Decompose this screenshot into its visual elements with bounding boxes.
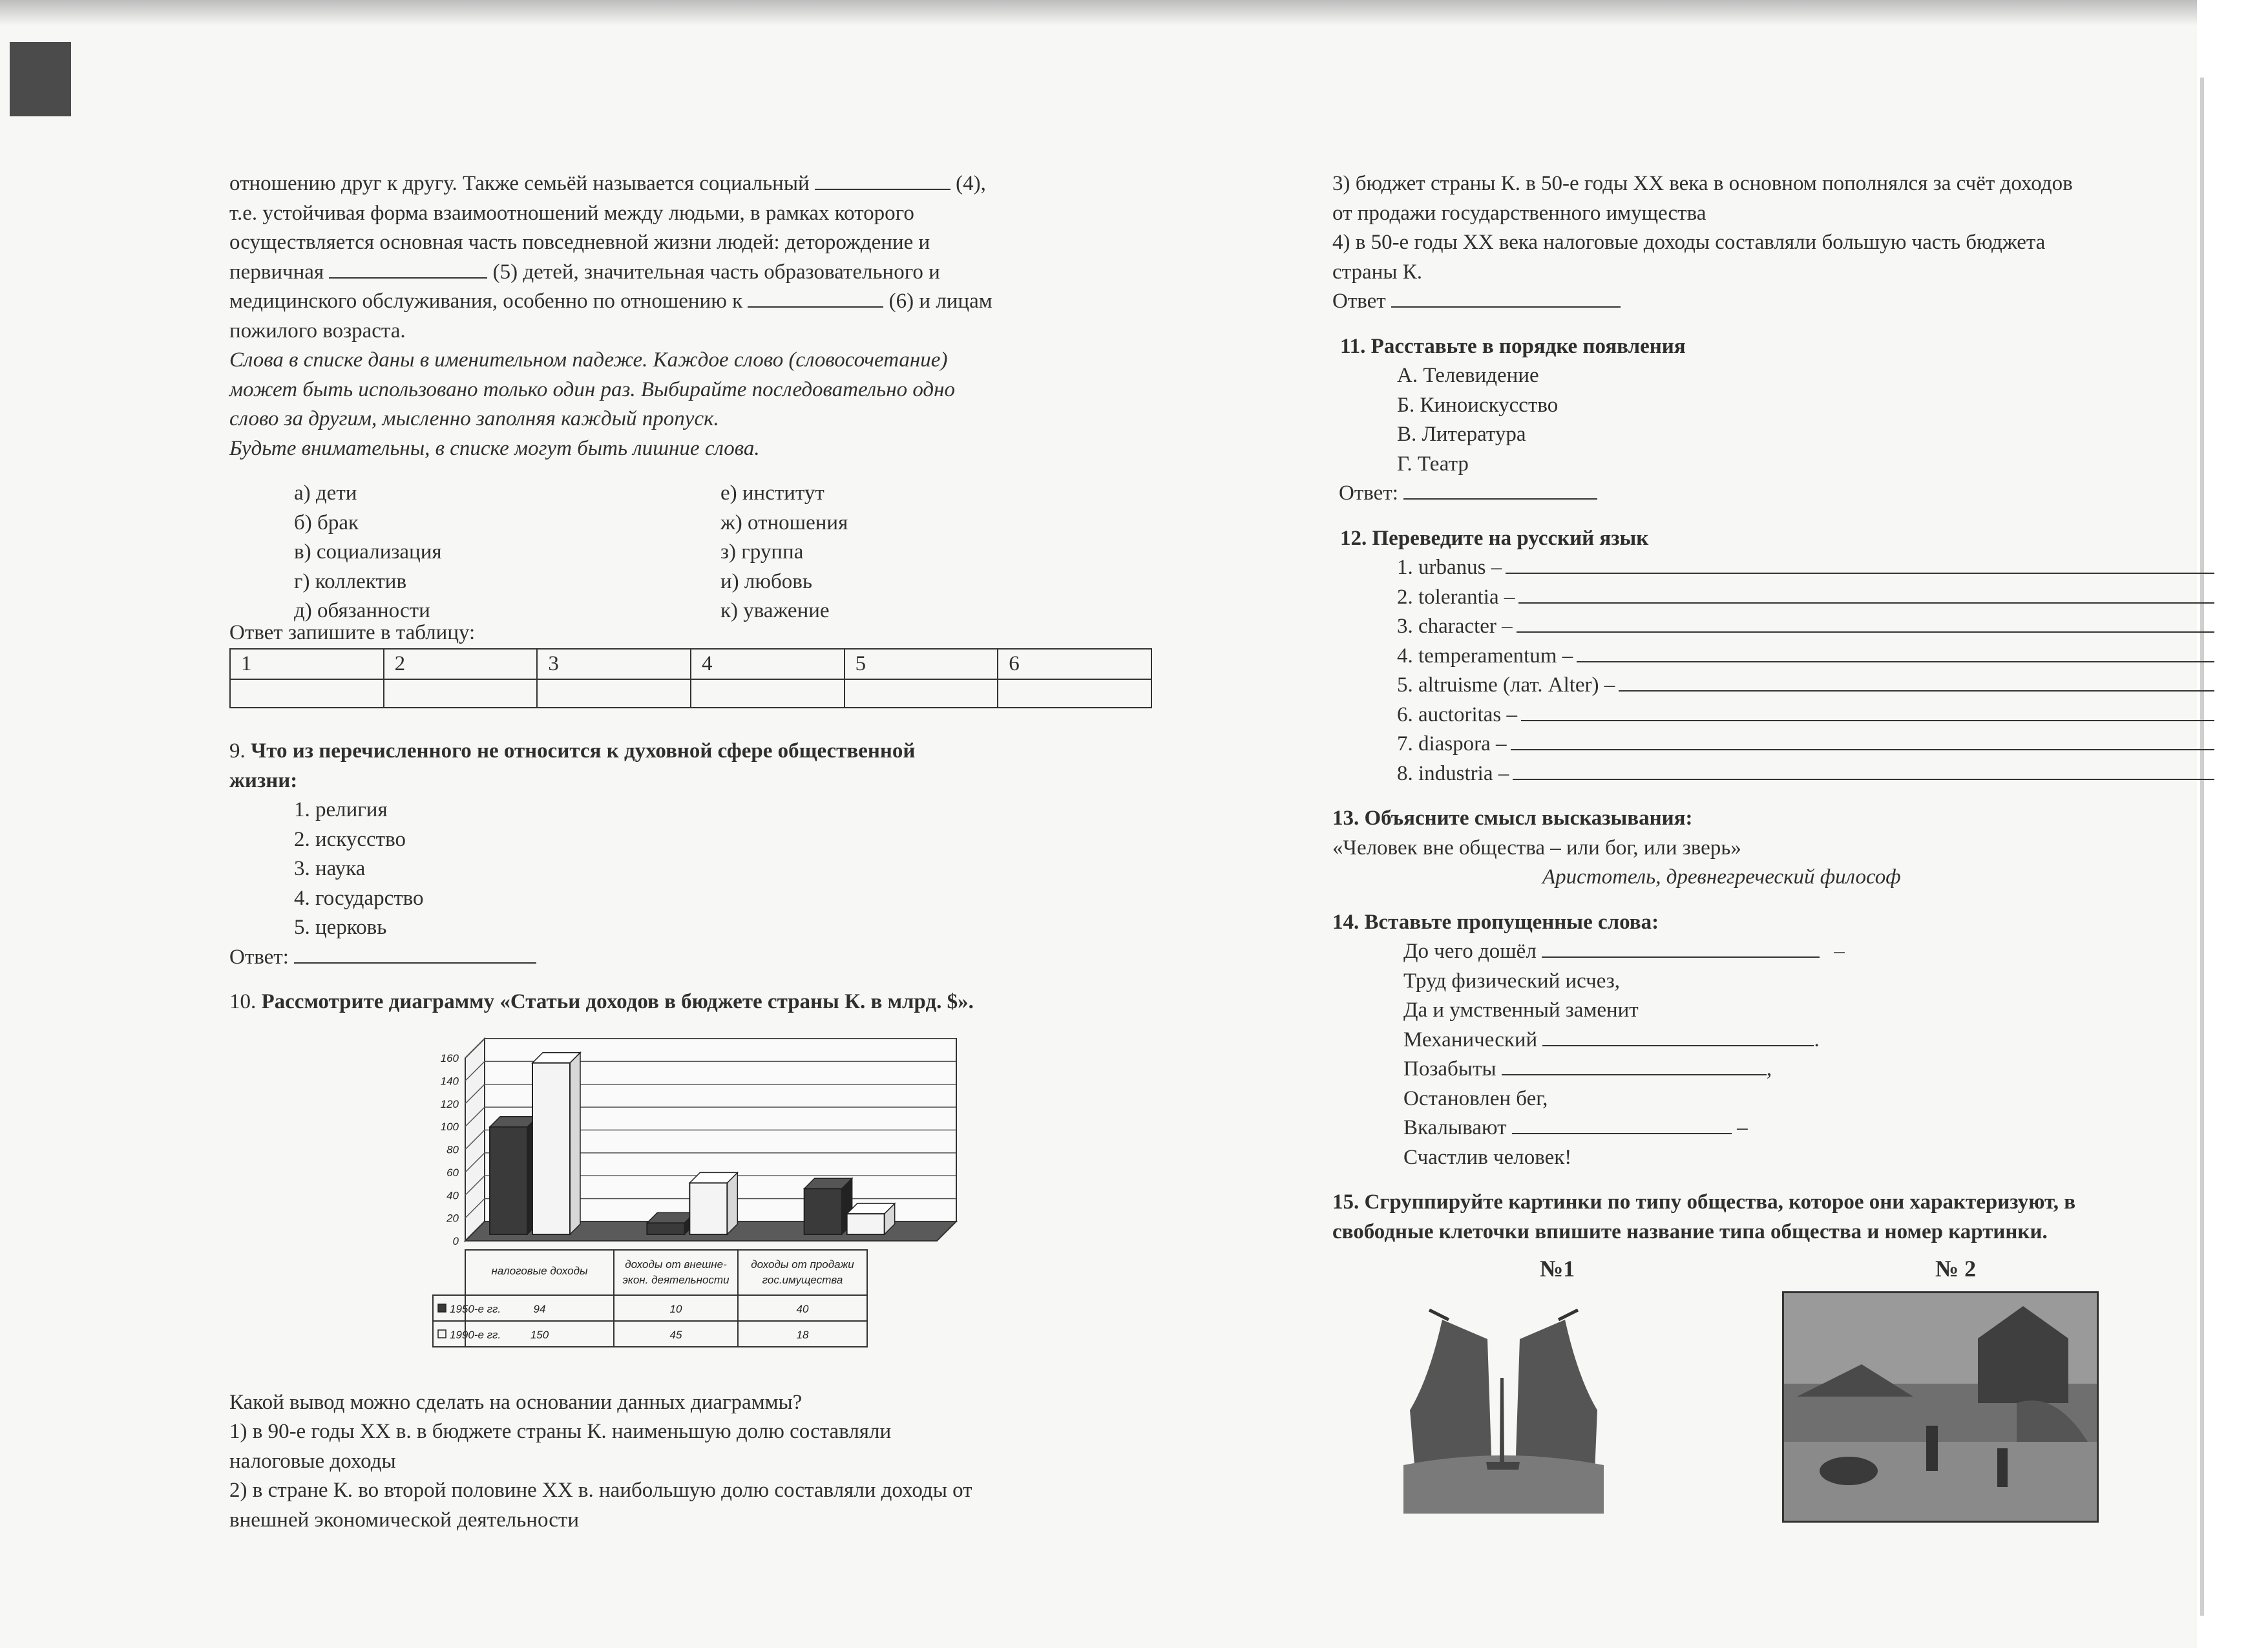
poem-blank[interactable]: [1542, 937, 1820, 958]
answer-table-header: 2: [384, 649, 538, 680]
scan-top-shadow: [0, 0, 2268, 26]
q9-option: 2. искусство: [294, 827, 406, 851]
answer-cell[interactable]: [384, 679, 538, 708]
lamp-posts: [1429, 1310, 1578, 1320]
poem-line: Остановлен бег,: [1403, 1086, 1548, 1110]
q11-item: Г. Театр: [1397, 452, 1469, 476]
q12-blank[interactable]: [1619, 671, 2214, 692]
chart-ytick-label: 140: [440, 1074, 459, 1087]
bar-1990s: [689, 1183, 727, 1234]
pic2-label: № 2: [1935, 1256, 1977, 1282]
word-item: д) обязанности: [294, 599, 430, 622]
q10-option: 4) в 50-е годы XX века налоговые доходы составляли большую часть бюджета: [1332, 231, 2046, 254]
q12-title: 12. Переведите на русский язык: [1340, 526, 1649, 550]
q12-line: 2. tolerantia –: [1397, 583, 2214, 613]
q15-title: 15. Сгруппируйте картинки по типу общества, которое они характеризуют, в: [1332, 1190, 2076, 1214]
q10-answer-blank[interactable]: [1391, 287, 1621, 308]
q13-author: Аристотель, древнегреческий философ: [1542, 865, 1901, 889]
pic1-label: №1: [1540, 1256, 1575, 1282]
q9-option: 1. религия: [294, 798, 388, 821]
q8-text-line: первичная (5) детей, значительная часть образовательного и: [229, 258, 1153, 288]
chart-ytick-label: 20: [446, 1212, 459, 1225]
spire: [1500, 1378, 1504, 1462]
answer-cell[interactable]: [230, 679, 384, 708]
answer-table-header: 5: [845, 649, 998, 680]
poem-line: Механический .: [1403, 1026, 2218, 1055]
word-item: е) институт: [720, 481, 824, 505]
bar-1950s: [490, 1126, 527, 1234]
q12-line: 1. urbanus –: [1397, 553, 2214, 583]
blank-5[interactable]: [329, 258, 487, 279]
poem-blank[interactable]: [1502, 1055, 1767, 1075]
poem-line: Позабыты ,: [1403, 1055, 2218, 1084]
q9-title-cont: жизни:: [229, 768, 298, 792]
q12-blank[interactable]: [1521, 701, 2214, 721]
q9-answer-blank[interactable]: [294, 943, 536, 964]
q10-title: 10. Рассмотрите диаграмму «Статьи доходов в бюджете страны К. в млрд. $».: [229, 990, 974, 1013]
chart-ytick-label: 60: [446, 1166, 459, 1179]
chart-ytick-label: 100: [440, 1120, 459, 1133]
poem-line: Вкалывают –: [1403, 1114, 2218, 1143]
fortress-silhouette: [1486, 1462, 1520, 1470]
q9-title: 9. Что из перечисленного не относится к духовной сфере общественной: [229, 739, 916, 763]
word-item: в) социализация: [294, 540, 442, 564]
chart-ytick-label: 0: [452, 1234, 459, 1247]
answer-table: [229, 648, 1152, 709]
q12-blank[interactable]: [1506, 553, 2214, 574]
chart-data-label: 40: [796, 1302, 809, 1315]
q11-title: 11. Расставьте в порядке появления: [1340, 334, 1686, 358]
q14-title: 14. Вставьте пропущенные слова:: [1332, 910, 1659, 934]
blank-6[interactable]: [748, 287, 883, 308]
word-item: и) любовь: [720, 569, 812, 593]
poem-blank[interactable]: [1542, 1026, 1814, 1046]
chart-data-label: 45: [669, 1328, 682, 1341]
word-item: к) уважение: [720, 599, 830, 622]
q12-line: 8. industria –: [1397, 759, 2214, 789]
q8-text-line: пожилого возраста.: [229, 319, 406, 343]
q11-answer-blank[interactable]: [1403, 479, 1597, 500]
left-page: [229, 169, 1153, 1535]
bar-1950s: [804, 1188, 842, 1234]
instruction-line: Слова в списке даны в именительном падеже. Каждое слово (словосочетание): [229, 348, 948, 372]
chart-data-label: 150: [530, 1328, 549, 1341]
q9-option: 3. наука: [294, 857, 366, 880]
chart-data-label: 18: [796, 1328, 809, 1341]
q12-blank[interactable]: [1577, 642, 2214, 662]
chart-category-label: доходы от продажи: [751, 1258, 854, 1271]
instruction-line: Будьте внимательны, в списке могут быть лишние слова.: [229, 436, 760, 460]
q12-blank[interactable]: [1511, 730, 2214, 750]
scan-corner-mark: [10, 42, 71, 116]
word-item: а) дети: [294, 481, 357, 505]
answer-table-header: 4: [691, 649, 845, 680]
q12-blank[interactable]: [1513, 759, 2214, 780]
chart-ytick-label: 120: [440, 1097, 459, 1110]
table-caption: Ответ запишите в таблицу:: [229, 621, 476, 644]
peasant-figure: [1997, 1448, 2008, 1487]
right-page: [1332, 169, 2218, 1247]
chart-data-label: 94: [533, 1302, 546, 1315]
village-scene: [1784, 1293, 2097, 1521]
q11-item: А. Телевидение: [1397, 364, 1539, 387]
instruction-line: может быть использовано только один раз. Выбирайте последовательно одно: [229, 377, 955, 401]
legend-label: 1990-е гг.: [450, 1328, 501, 1341]
drawbridge-picture: [1403, 1300, 1604, 1514]
legend-swatch: [438, 1304, 446, 1312]
income-chart: [381, 1029, 1014, 1383]
answer-table-header: 3: [537, 649, 691, 680]
q9-answer: Ответ:: [229, 943, 1153, 973]
q9-option: 5. церковь: [294, 916, 387, 939]
blank-4[interactable]: [815, 169, 950, 190]
q12-line: 7. diaspora –: [1397, 730, 2214, 759]
q12-line: 3. character –: [1397, 612, 2214, 642]
q11-item: Б. Киноискусство: [1397, 393, 1559, 417]
q8-text-line: отношению друг к другу. Также семьёй называется социальный (4),: [229, 169, 1153, 199]
q15-title-cont: свободные клеточки впишите название типа общества и номер картинки.: [1332, 1220, 2048, 1243]
poem-line: До чего дошёл –: [1403, 937, 2218, 967]
q10-option: налоговые доходы: [229, 1449, 396, 1473]
poem-line: Да и умственный заменит: [1403, 998, 1639, 1022]
q11-item: В. Литература: [1397, 423, 1526, 446]
q8-text-line: медицинского обслуживания, особенно по отношению к (6) и лицам: [229, 287, 1153, 317]
chart-ytick-label: 40: [446, 1188, 459, 1201]
poem-blank[interactable]: [1512, 1114, 1732, 1134]
legend-label: 1950-е гг.: [450, 1302, 501, 1315]
chart-ytick-label: 160: [440, 1051, 459, 1064]
q10-option: внешней экономической деятельности: [229, 1508, 580, 1532]
legend-swatch: [438, 1330, 446, 1338]
peasant-figure: [1926, 1426, 1938, 1471]
q10-option: 2) в стране К. во второй половине XX в. наибольшую долю составляли доходы от: [229, 1479, 972, 1502]
q13-title: 13. Объясните смысл высказывания:: [1332, 807, 1693, 830]
word-list: [294, 479, 1153, 622]
q12-line: 5. altruisme (лат. Alter) –: [1397, 671, 2214, 701]
q12-blank[interactable]: [1517, 612, 2214, 633]
bar-1950s: [647, 1223, 684, 1234]
q12-blank[interactable]: [1518, 583, 2214, 604]
q10-option: 3) бюджет страны К. в 50-е годы XX века в основном пополнялся за счёт доходов: [1332, 172, 2073, 195]
q8-text-line: осуществляется основная часть повседневной жизни людей: деторождение и: [229, 231, 930, 254]
q10-answer: Ответ: [1332, 287, 2218, 317]
answer-cell[interactable]: [845, 679, 998, 708]
answer-cell[interactable]: [691, 679, 845, 708]
answer-table-header: 1: [230, 649, 384, 680]
q8-text-line: т.е. устойчивая форма взаимоотношений между людьми, в рамках которого: [229, 201, 914, 225]
bar-1990s: [847, 1214, 885, 1234]
chart-category-label: доходы от внешне-: [625, 1258, 727, 1271]
q9-option: 4. государство: [294, 886, 424, 910]
q13-quote: «Человек вне общества – или бог, или зверь»: [1332, 836, 1741, 860]
q12-line: 6. auctoritas –: [1397, 701, 2214, 730]
q10-option: от продажи государственного имущества: [1332, 201, 1706, 225]
q10-question: Какой вывод можно сделать на основании данных диаграммы?: [229, 1390, 803, 1414]
chart-category-label: экон. деятельности: [622, 1273, 730, 1286]
word-item: ж) отношения: [720, 511, 848, 534]
q11-answer: Ответ:: [1339, 479, 2218, 509]
livestock: [1820, 1457, 1878, 1485]
chart-category-label: налоговые доходы: [491, 1264, 588, 1277]
q10-option: 1) в 90-е годы XX в. в бюджете страны К. наименьшую долю составляли: [229, 1420, 892, 1443]
q12-line: 4. temperamentum –: [1397, 642, 2214, 671]
answer-table-header: 6: [998, 649, 1151, 680]
q10-option: страны К.: [1332, 260, 1422, 284]
bar-1990s: [532, 1062, 570, 1234]
poem-line: Труд физический исчез,: [1403, 969, 1621, 993]
word-item: г) коллектив: [294, 569, 407, 593]
word-item: з) группа: [720, 540, 804, 564]
answer-cell[interactable]: [537, 679, 691, 708]
income-chart-svg: [381, 1029, 1014, 1383]
word-item: б) брак: [294, 511, 359, 534]
chart-ytick-label: 80: [446, 1143, 459, 1156]
instruction-line: слово за другим, мысленно заполняя каждый пропуск.: [229, 407, 719, 430]
answer-cell[interactable]: [998, 679, 1151, 708]
chart-data-label: 10: [669, 1302, 682, 1315]
chart-category-label: гос.имущества: [762, 1273, 843, 1286]
poem-line: Счастлив человек!: [1403, 1145, 1572, 1169]
bar-side: [570, 1052, 580, 1234]
village-picture: [1782, 1291, 2099, 1523]
haystack: [2017, 1400, 2088, 1442]
